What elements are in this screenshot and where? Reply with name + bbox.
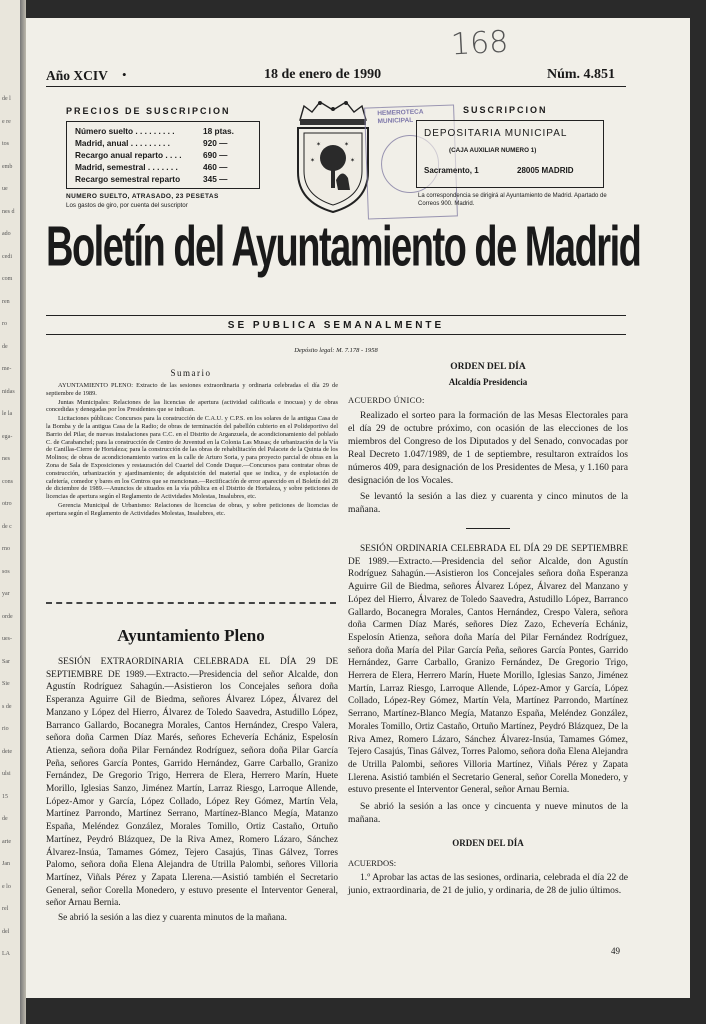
address-postal: 28005 MADRID: [517, 166, 574, 175]
adjacent-page-edge: [0, 0, 22, 1024]
masthead-rule-top: [46, 315, 626, 316]
margin-fragment: orde: [2, 613, 13, 620]
margin-fragment: de: [2, 816, 8, 822]
price-label: Recargo anual reparto . . . .: [75, 150, 182, 160]
margin-fragment: rno: [2, 546, 10, 552]
margin-fragment: LA: [2, 951, 10, 957]
issue-number: Núm. 4.851: [547, 67, 616, 82]
handwritten-number: 168: [450, 24, 510, 63]
margin-fragment: e re: [2, 118, 11, 125]
masthead-subtitle: SE PUBLICA SEMANALMENTE: [227, 320, 445, 331]
margin-fragment: ues-: [2, 636, 12, 642]
price-row: [75, 138, 253, 150]
margin-fragment: rio: [2, 726, 9, 732]
margin-fragment: nidas: [2, 388, 15, 395]
price-value: 345 —: [203, 174, 228, 184]
margin-fragment: me-: [2, 366, 12, 372]
right-paragraph-5: 1.º Aprobar las actas de las sesiones, ordinaria, celebrada el día 22 de junio, extraordinaria, de 21 de julio, y ordinaria, de 28 de julio últimos.: [348, 872, 628, 897]
stamp-text: HEMEROTECA MUNICIPAL: [377, 108, 424, 126]
madrid-coat-of-arms: [292, 98, 374, 216]
svg-text:✶: ✶: [344, 142, 350, 148]
legal-deposit: Depósito legal: M. 7.178 - 1958: [294, 347, 378, 354]
subscription-box: [416, 120, 604, 188]
svg-text:✶: ✶: [316, 142, 322, 148]
single-issue-note: NUMERO SUELTO, ATRASADO, 23 PESETAS: [66, 193, 219, 200]
year-bullet: •: [122, 67, 127, 82]
svg-text:✶: ✶: [350, 158, 356, 164]
sumario-title: Sumario: [170, 368, 212, 378]
short-divider: [466, 528, 510, 529]
margin-fragment: ado: [2, 231, 11, 237]
orden-del-dia-heading: ORDEN DEL DÍA: [450, 362, 526, 372]
margin-fragment: Sar: [2, 658, 10, 665]
sumario-item: AYUNTAMIENTO PLENO: Extracto de las sesiones extraordinaria y ordinaria celebradas el día 29 de septiembre de 1989.: [46, 382, 338, 397]
margin-fragment: de l: [2, 96, 11, 102]
depositaria-sub: (CAJA AUXILIAR NUMERO 1): [449, 147, 537, 154]
price-value: 18 ptas.: [203, 126, 234, 136]
margin-fragment: yar: [2, 591, 10, 597]
margin-fragment: ue: [2, 186, 8, 192]
price-label: Madrid, anual . . . . . . . . .: [75, 138, 170, 148]
price-row: [75, 174, 253, 186]
year-label: Año XCIV: [46, 68, 108, 83]
margin-fragment: ren: [2, 298, 10, 305]
margin-fragment: cedi: [2, 253, 12, 260]
transfer-costs-note: Los gastos de giro, por cuenta del suscriptor: [66, 202, 188, 209]
issue-date: 18 de enero de 1990: [264, 67, 382, 82]
correspondence-note: La correspondencia se dirigirá al Ayuntamiento de Madrid. Apartado de Correos 900. Madrid.: [418, 193, 607, 207]
margin-fragment: ro: [2, 321, 7, 327]
right-column: [348, 362, 628, 897]
price-value: 690 —: [203, 150, 228, 160]
sumario-item: Licitaciones públicas: Concursos para la construcción de C.A.U. y C.P.S. en los solares de la antigua Casa de la Bomba y de la antigua Casa de la Radio; de obras de terminación del pabellón cubierto en el Polideportivo del Barrio del Pilar, de nuevas instalaciones para C.C. en el Distrito de Arganzuela, de acondicionamiento del poblado C. de Carabanchel; para la construcción de Centro de Juventud en la Colonia Las Musas; de urbanización de la Vía de Canillas-Cierre de Hortaleza; para la construcción de las obras de rehabilitación del Palacete de la Quinta de los Molinos; de obras de acondicionamiento varios en la calle de Arturo Soria, y para proyecto parcial de obras en la Zona de Sala de Exposiciones y restauración del Cuartel del Conde Duque.—Concursos para contratar obras de construcción, urbanización y ajardinamiento; de adquisición del material que se indica, y de explotación de cafetería, comedor y bares en los Centros que se mencionan.—Rectificación de error aparecido en el Boletín del 28 de diciembre de 1989.—Anuncios de situados en la vía pública en el Distrito de Hortaleza, y sobre peticiones de licencias de apertura según el Reglamento de Actividades Molestas, Insalubres, etc.: [46, 415, 338, 501]
svg-text:✶: ✶: [310, 158, 316, 164]
subscription-title: SUSCRIPCION: [463, 105, 548, 115]
prices-box: [66, 121, 260, 189]
sumario-item: Gerencia Municipal de Urbanismo: Relaciones de licencias de obras, y sobre peticiones de licencias de apertura según el Reglamento de Actividades Molestas, Insalubres, etc.: [46, 501, 338, 517]
right-paragraph-1: Realizado el sorteo para la formación de las Mesas Electorales para el día 29 de octubre próximo, con ocasión de las elecciones de los miembros del Congreso de los Diputados y del Senado, convocadas por Real Decreto 1.047/1989, de 1 de septiembre, resultaron extraídos los números 409, para designación de los Presidentes de Mesa, y 1.160 para designación de los Vocales.: [348, 410, 628, 486]
price-row: [75, 150, 253, 162]
pleno-body: [46, 656, 338, 925]
acuerdos-label: ACUERDOS:: [348, 858, 397, 869]
margin-fragment: dete: [2, 748, 12, 755]
masthead-title: Boletín del Ayuntamiento de Madrid: [46, 216, 641, 279]
orden-del-dia-heading-2: ORDEN DEL DÍA: [452, 838, 524, 849]
margin-fragment: emb: [2, 163, 13, 170]
acuerdo-unico-label: ACUERDO ÚNICO:: [348, 395, 425, 405]
pleno-title: Ayuntamiento Pleno: [117, 626, 265, 645]
price-label: Recargo semestral reparto: [75, 174, 181, 184]
margin-fragment: rel: [2, 906, 9, 912]
margin-fragment: del: [2, 928, 10, 935]
margin-fragment: cons: [2, 478, 13, 485]
margin-fragment: 15: [2, 793, 8, 800]
right-paragraph-4: Se abrió la sesión a las once y cincuenta y nueve minutos de la mañana.: [348, 801, 628, 826]
page-number: 49: [611, 946, 620, 956]
margin-fragment: nes: [2, 456, 10, 462]
margin-fragment: de: [2, 343, 8, 350]
margin-fragment: sos: [2, 568, 10, 575]
address-street: Sacramento, 1: [424, 166, 479, 175]
margin-fragment: e lo: [2, 883, 11, 890]
pleno-paragraph-2: Se abrió la sesión a las diez y cuarenta minutos de la mañana.: [58, 913, 287, 924]
right-paragraph-3: SESIÓN ORDINARIA CELEBRADA EL DÍA 29 DE SEPTIEMBRE DE 1989.—Extracto.—Presidencia del señor Alcalde, don Agustín Rodríguez Sahagún.—Asistieron los Concejales señora doña Esperanza Aguirre Gil de Biedma, señores Álvarez López, Álvarez del Manzano y López del Hierro, Álvarez de Toledo Saavedra, Astudillo López, Barranco Gallardo, Bocanegra Morales, Cantos Hernández, Crespo Valera, señora doña Carmen Díaz Marés, señores Díez Zazo, Echevería Echániz, Espelosín Atienza, señora doña María del Pilar Fernández Rodríguez, señora doña María del Pilar García Peña, señores García Pontes, Garrido Hernández, Garre Carballo, Granizo Fernández, De Gregorio Trigo, Herrera de Elera, Herrero Marín, Huete Morillo, Iglesias Sanzo, Jiménez Martín, Larraz Riesgo, Larroque Allende, López-Amor y García, López Collado, López-Rey Gómez, Martín Vela, Martínez Parrondo, Martínez Serrano, Martínez-Blanco Megía, Matanzo España, Meléndez González, Morales Tomillo, Ortiz Castaño, Ortuño Martínez, Peydró Blázquez, De la Riva Amez, Romero Lázaro, Sánchez Álvarez-Insúa, Tamames Gómez, Tejero Casajús, Tinas Gálvez, Torres Palomo, señora doña Elena Alejandra de Utrilla Palombi, señores Villoria Martínez, Viñals Pérez y Zapata Llerena. Asistió también el Secretario General, señor Corella Monedero, y estuvo presente el Interventor General, señor Arnau Bernia.: [348, 544, 628, 796]
margin-fragment: de c: [2, 523, 12, 530]
bulletin-page: [26, 18, 690, 998]
margin-fragment: com: [2, 276, 13, 282]
price-row: [75, 162, 253, 174]
margin-fragment: ega-: [2, 433, 13, 440]
margin-fragment: tos: [2, 141, 10, 147]
margin-fragment: nes d: [2, 208, 15, 215]
price-value: 920 —: [203, 138, 228, 148]
price-value: 460 —: [203, 162, 228, 172]
masthead-rule-bottom: [46, 334, 626, 335]
coat-of-arms-icon: [292, 98, 374, 216]
header-rule: [46, 86, 626, 87]
alcaldia-heading: Alcaldía Presidencia: [448, 377, 528, 387]
margin-fragment: Jan: [2, 861, 10, 867]
sumario-item: Juntas Municipales: Relaciones de las licencias de apertura (actividad calificada e inocuas) y de obras concedidas y denegadas por los Presidentes que se indican.: [46, 398, 338, 414]
price-label: Número suelto . . . . . . . . .: [75, 126, 175, 136]
margin-fragment: Sie: [2, 681, 10, 687]
section-divider: [46, 602, 336, 604]
margin-fragment: ulsi: [2, 771, 11, 777]
margin-fragment: s de: [2, 703, 12, 710]
margin-fragment: le la: [2, 411, 13, 417]
margin-fragment: arte: [2, 838, 11, 845]
prices-title: PRECIOS DE SUSCRIPCION: [66, 106, 231, 116]
right-paragraph-2: Se levantó la sesión a las diez y cuarenta y cinco minutos de la mañana.: [348, 491, 628, 515]
price-label: Madrid, semestral . . . . . . .: [75, 162, 178, 172]
price-row: [75, 126, 253, 138]
sumario-list: [46, 382, 338, 519]
margin-fragment: otro: [2, 501, 12, 507]
depositaria-name: DEPOSITARIA MUNICIPAL: [424, 128, 568, 139]
pleno-paragraph-1: SESIÓN EXTRAORDINARIA CELEBRADA EL DÍA 29 DE SEPTIEMBRE DE 1989.—Extracto.—Presidencia del señor Alcalde, don Agustín Rodríguez Sahagún.—Asistieron los Concejales señora doña Esperanza Aguirre Gil de Biedma, señores Álvarez López, Álvarez del Manzano y López del Hierro, Álvarez de Toledo Saavedra, Astudillo López, Barranco Gallardo, Bocanegra Morales, Cantos Hernández, Crespo Valera, señora doña Carmen Díaz Marés, señores Echevería Echániz, Espelosín Atienza, señora doña Pilar Fernández Rodríguez, señora doña Pilar García Peña, señores García Pontes, Garrido Hernández, Garre Carballo, Granizo Fernández, De Gregorio Trigo, Herrera de Elera, Herrero Marín, Huete Morillo, Iglesias Sanzo, Jiménez Martín, Larraz Riesgo, Larroque Allende, López-Amor y García, López Collado, López Rey Gómez, Martín Vela, Martínez Parrondo, Martínez Serrano, Martínez-Blanco Megía, Matanzo España, Meléndez González, Morales Tomillo, Ortiz Castaño, Ortuño Martínez, Peydró Blázquez, De la Riva Amez, Romero Lázaro, Sánchez Álvarez-Insúa, Tamames Gómez, Tejero Casajús, Tinas Gálvez, Torres Palomo, señora doña Elena Alejandra de Utrilla Palombi, señores Villoria Martínez, Viñals Pérez y Zapata Llerena.—Asistió también el Secretario General, señor Corella Monedero, y estuvo presente el Interventor General, señor Arnau Bernia.: [46, 657, 338, 909]
